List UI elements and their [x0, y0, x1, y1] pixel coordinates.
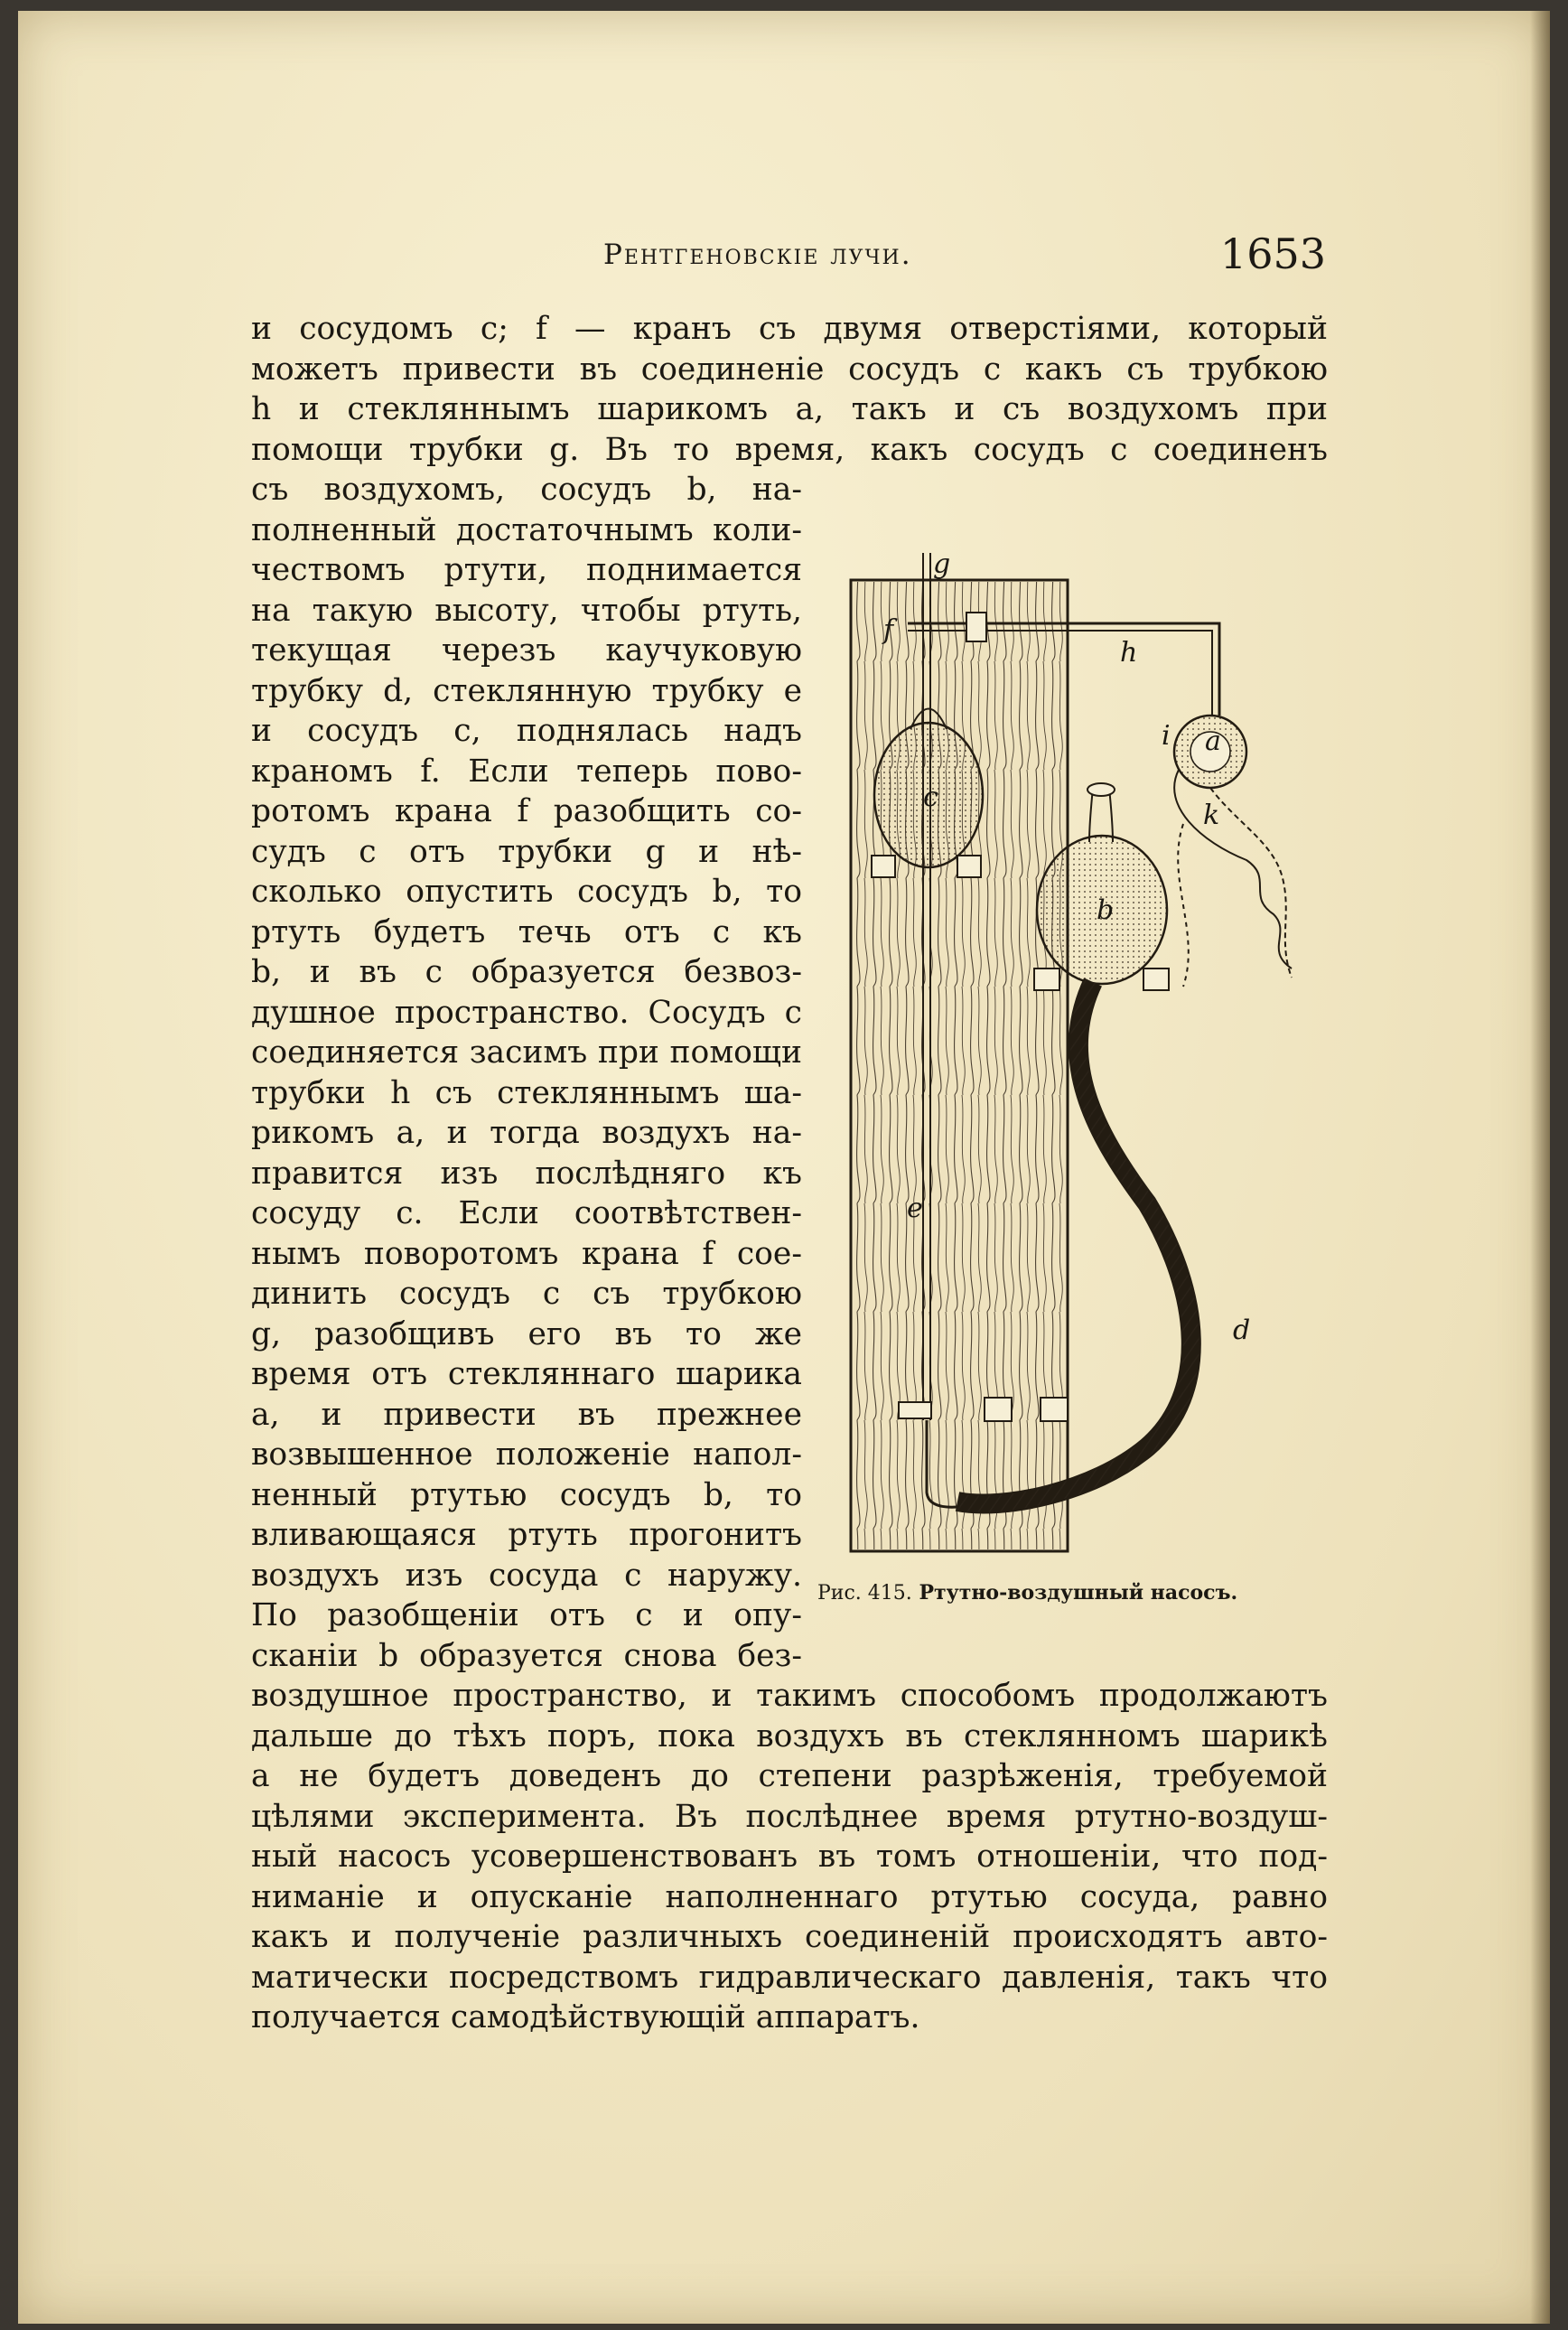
- caption-title: Ртутно-воздушный насосъ.: [919, 1581, 1238, 1605]
- label-k: k: [1203, 800, 1220, 831]
- text-line: какъ и полученіе различныхъ соединеній происходятъ авто-: [251, 1919, 1328, 1955]
- paragraph-bottom: [251, 1676, 1328, 2038]
- text-line: получается самодѣйствующій аппаратъ.: [251, 1999, 920, 2035]
- text-line: текущая черезъ каучуковую: [251, 632, 802, 669]
- text-line: матически посредствомъ гидравлическаго давленія, такъ что: [251, 1959, 1328, 1996]
- text-line: возвышенное положеніе напол-: [251, 1436, 802, 1473]
- text-line: a не будетъ доведенъ до степени разрѣженія, требуемой: [251, 1758, 1328, 1794]
- label-g: g: [933, 553, 951, 580]
- text-line: g, разобщивъ его въ то же: [251, 1315, 802, 1352]
- running-title: Рентгеновскіе лучи.: [603, 239, 912, 271]
- label-c: c: [923, 781, 938, 813]
- text-line: сколько опустить сосудъ b, то: [251, 874, 802, 910]
- figure-415: [822, 553, 1328, 1565]
- label-i: i: [1162, 720, 1171, 752]
- page-header: [585, 228, 1326, 282]
- text-line: душное пространство. Сосудъ c: [251, 994, 802, 1031]
- text-line: помощи трубки g. Въ то время, какъ сосудъ c соединенъ: [251, 431, 1328, 468]
- text-line: и сосудъ c, поднялась надъ: [251, 713, 802, 749]
- label-f: f: [883, 614, 894, 646]
- text-line: ненный ртутью сосудъ b, то: [251, 1476, 802, 1513]
- text-line: ртуть будетъ течь отъ c къ: [251, 913, 802, 950]
- text-line: воздушное пространство, и такимъ способомъ продолжаютъ: [251, 1678, 1328, 1714]
- valve-f: [966, 613, 986, 641]
- text-line: время отъ стекляннаго шарика: [251, 1356, 802, 1392]
- text-line: полненный достаточнымъ коли-: [251, 511, 802, 548]
- text-line: рикомъ a, и тогда воздухъ на-: [251, 1115, 802, 1151]
- figure-caption: [817, 1581, 1323, 1605]
- text-line: цѣлями эксперимента. Въ послѣднее время ртутно-воздуш-: [251, 1798, 1328, 1835]
- text-line: a, и привести въ прежнее: [251, 1396, 802, 1433]
- text-line: сосуду c. Если соотвѣтствен-: [251, 1195, 802, 1231]
- paragraph-side: [251, 470, 802, 1676]
- text-line: судъ c отъ трубки g и нѣ-: [251, 833, 802, 870]
- text-line: дальше до тѣхъ поръ, пока воздухъ въ стеклянномъ шарикѣ: [251, 1717, 1328, 1755]
- text-line: ный насосъ усовершенствованъ въ томъ отношеніи, что под-: [251, 1839, 1328, 1875]
- book-page: [18, 11, 1550, 2324]
- text-line: на такую высоту, чтобы ртуть,: [251, 592, 802, 629]
- text-line: b, и въ c образуется безвоз-: [251, 954, 802, 990]
- text-line: трубки h съ стекляннымъ ша-: [251, 1074, 802, 1111]
- text-line: чествомъ ртути, поднимается: [251, 552, 802, 588]
- text-line: ниманіе и опусканіе наполненнаго ртутью сосуда, равно: [251, 1878, 1328, 1915]
- label-a: a: [1205, 725, 1221, 757]
- text-line: можетъ привести въ соединеніе сосудъ c какъ съ трубкою: [251, 351, 1328, 388]
- label-b: b: [1097, 894, 1115, 926]
- text-line: правится изъ послѣдняго къ: [251, 1155, 802, 1192]
- page-number: 1653: [1219, 229, 1326, 278]
- text-line: динить сосудъ c съ трубкою: [251, 1276, 802, 1312]
- label-d: d: [1233, 1315, 1251, 1346]
- text-line: сканіи b образуется снова без-: [251, 1637, 802, 1674]
- text-line: h и стекляннымъ шарикомъ a, такъ и съ воздухомъ при: [251, 391, 1328, 427]
- text-line: ротомъ крана f разобщить со-: [251, 793, 802, 829]
- text-line: съ воздухомъ, сосудъ b, на-: [251, 472, 802, 508]
- text-line: вливающаяся ртуть прогонитъ: [251, 1517, 802, 1553]
- text-line: и сосудомъ c; f — кранъ съ двумя отверстіями, который: [251, 311, 1328, 347]
- label-h: h: [1120, 637, 1138, 669]
- caption-number: Рис. 415.: [817, 1582, 912, 1605]
- text-line: трубку d, стеклянную трубку e: [251, 672, 802, 709]
- text-line: нымъ поворотомъ крана f сое-: [251, 1235, 802, 1272]
- text-line: воздухъ изъ сосуда c наружу.: [251, 1557, 802, 1594]
- pump-illustration: [822, 553, 1328, 1565]
- text-line: соединяется засимъ при помощи: [251, 1034, 802, 1071]
- paragraph-top: [251, 309, 1328, 470]
- text-line: По разобщеніи отъ c и опу-: [251, 1597, 802, 1633]
- label-e: e: [907, 1193, 923, 1224]
- text-line: краномъ f. Если теперь пово-: [251, 753, 802, 790]
